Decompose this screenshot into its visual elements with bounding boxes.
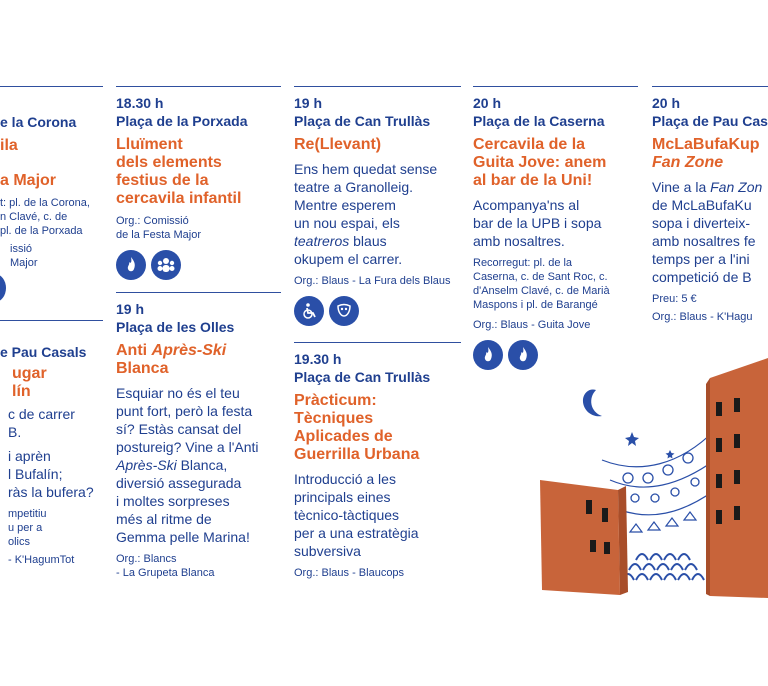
event-place: e la Corona xyxy=(0,114,77,130)
event-title: Cercavila de la xyxy=(473,136,586,153)
event-route: n Clavé, c. de xyxy=(0,211,68,223)
event-title: Tècniques xyxy=(294,410,374,427)
event-place: Plaça de Can Trullàs xyxy=(294,113,431,129)
event-time: 18.30 h xyxy=(116,95,164,111)
star-icon xyxy=(625,432,639,446)
divider xyxy=(116,86,281,87)
event-desc: B. xyxy=(8,424,22,440)
event-title: al bar de la Uni! xyxy=(473,172,593,189)
event-place: Plaça de les Olles xyxy=(116,319,235,335)
event-desc: Introducció a les xyxy=(294,471,396,487)
flame-icon xyxy=(0,274,6,302)
event-title: ila xyxy=(0,137,18,154)
event-desc: blaus xyxy=(349,233,387,249)
event-desc: principals eines xyxy=(294,489,391,505)
event-organizer: de la Festa Major xyxy=(116,229,201,241)
event-place: Plaça de la Porxada xyxy=(116,113,248,129)
column-3 xyxy=(294,86,461,580)
left-tower xyxy=(540,480,620,595)
event-route: pl. de la Porxada xyxy=(0,225,83,237)
event-title: Aplicades de xyxy=(294,428,393,445)
event-desc: Esquiar no és el teu xyxy=(116,385,240,401)
column-4 xyxy=(473,86,638,370)
event-place: Plaça de Pau Cas xyxy=(652,113,768,129)
event-desc: Blanca, xyxy=(176,457,228,473)
event-price: Preu: 5 € xyxy=(652,293,697,305)
event-note: olics xyxy=(8,536,31,548)
event-organizer: Org.: Comissió xyxy=(116,215,189,227)
divider xyxy=(473,86,638,87)
event-organizer: Org.: Blaus - La Fura dels Blaus xyxy=(294,275,451,287)
event-desc: Ens hem quedat sense xyxy=(294,161,438,177)
event-desc: i moltes sorpreses xyxy=(116,493,230,509)
event-place: Plaça de la Caserna xyxy=(473,113,605,129)
event-title: Re(Llevant) xyxy=(294,136,382,153)
event-title: festius de la xyxy=(116,172,209,189)
column-5 xyxy=(652,86,768,324)
event-organizer: - La Grupeta Blanca xyxy=(116,567,215,579)
event-title: Blanca xyxy=(116,360,169,377)
event-desc: bar de la UPB i sopa xyxy=(473,215,602,231)
event-desc: amb nosaltres fe xyxy=(652,233,756,249)
event-title: Pràcticum: xyxy=(294,392,377,409)
event-title: ugar xyxy=(12,365,47,382)
divider xyxy=(294,86,461,87)
event-organizer: issió xyxy=(10,243,33,255)
event-organizer: Major xyxy=(10,257,38,269)
event-title: cercavila infantil xyxy=(116,190,242,207)
event-desc: sí? Estàs cansat del xyxy=(116,421,242,437)
event-route: t: pl. de la Corona, xyxy=(0,197,90,209)
event-title: Guerrilla Urbana xyxy=(294,446,420,463)
event-route: d'Anselm Clavé, c. de Marià xyxy=(473,285,610,297)
event-title: McLaBufaKup xyxy=(652,136,760,153)
towers-illustration xyxy=(530,350,768,600)
people-icon xyxy=(151,250,181,280)
event-desc: postureig? Vine a l'Anti xyxy=(116,439,259,455)
event-organizer: Org.: Blancs xyxy=(116,553,177,565)
mask-icon xyxy=(329,296,359,326)
event-title-line: lín xyxy=(12,383,31,400)
star-icon xyxy=(666,450,675,459)
column-2 xyxy=(116,86,281,580)
event-desc: l Bufalín; xyxy=(8,466,63,482)
event-desc: competició de B xyxy=(652,269,752,285)
event-time: 19.30 h xyxy=(294,351,342,367)
event-time: 19 h xyxy=(294,95,323,111)
event-desc: subversiva xyxy=(294,543,361,559)
event-desc: ràs la bufera? xyxy=(8,484,94,500)
event-title: Anti xyxy=(116,342,152,359)
event-desc: un nou espai, els xyxy=(294,215,400,231)
event-route: Maspons i pl. de Barangé xyxy=(473,299,598,311)
event-desc: de McLaBufaKu xyxy=(652,197,752,213)
divider xyxy=(116,292,281,293)
event-place: Plaça de Can Trullàs xyxy=(294,369,431,385)
wheelchair-icon xyxy=(294,296,324,326)
event-title-line: a Major xyxy=(0,172,57,189)
flame-icon xyxy=(116,250,146,280)
divider xyxy=(652,86,768,87)
event-desc: c de carrer xyxy=(8,406,75,422)
event-time: 20 h xyxy=(473,95,502,111)
event-desc-italic: Après-Ski xyxy=(116,457,177,473)
event-desc: Acompanya'ns al xyxy=(473,197,580,213)
event-title: Lluïment xyxy=(116,136,183,153)
event-title-italic: Après-Ski xyxy=(151,342,227,359)
event-desc: Gemma pelle Marina! xyxy=(116,529,250,545)
event-time: 19 h xyxy=(116,301,145,317)
event-place: e Pau Casals xyxy=(0,344,87,360)
event-desc-italic: teatreros xyxy=(294,233,350,249)
event-desc: per a una estratègia xyxy=(294,525,419,541)
event-desc: diversió assegurada xyxy=(116,475,242,491)
event-note: u per a xyxy=(8,522,43,534)
event-organizer: Org.: Blaus - K'Hagu xyxy=(652,311,753,323)
flame-icon xyxy=(473,340,503,370)
event-desc: punt fort, però la festa xyxy=(116,403,253,419)
event-desc-italic: Fan Zon xyxy=(710,179,763,195)
event-desc: més al ritme de xyxy=(116,511,212,527)
event-desc: teatre a Granolleig. xyxy=(294,179,414,195)
column-1 xyxy=(0,86,103,567)
event-desc: okupem el carrer. xyxy=(294,251,403,267)
event-desc: i aprèn xyxy=(8,448,51,464)
moon-icon xyxy=(583,389,602,416)
event-title-italic: Fan Zone xyxy=(652,154,724,171)
event-note: mpetitiu xyxy=(8,508,47,520)
event-organizer: Org.: Blaus - Guita Jove xyxy=(473,319,591,331)
event-desc: amb nosaltres. xyxy=(473,233,565,249)
event-desc: Vine a la xyxy=(652,179,711,195)
event-route: Caserna, c. de Sant Roc, c. xyxy=(473,271,608,283)
divider xyxy=(0,86,103,87)
event-route: Recorregut: pl. de la xyxy=(473,257,573,269)
event-desc: sopa i diverteix- xyxy=(652,215,751,231)
divider xyxy=(294,342,461,343)
event-desc: tècnico-tàctiques xyxy=(294,507,400,523)
event-organizer: Org.: Blaus - Blaucops xyxy=(294,567,405,579)
event-time: 20 h xyxy=(652,95,681,111)
event-title: Guita Jove: anem xyxy=(473,154,607,171)
event-organizer: - K'HagumTot xyxy=(8,554,75,566)
divider xyxy=(0,320,103,321)
event-desc: Mentre esperem xyxy=(294,197,396,213)
event-title: dels elements xyxy=(116,154,222,171)
event-desc: temps per a l'ini xyxy=(652,251,750,267)
